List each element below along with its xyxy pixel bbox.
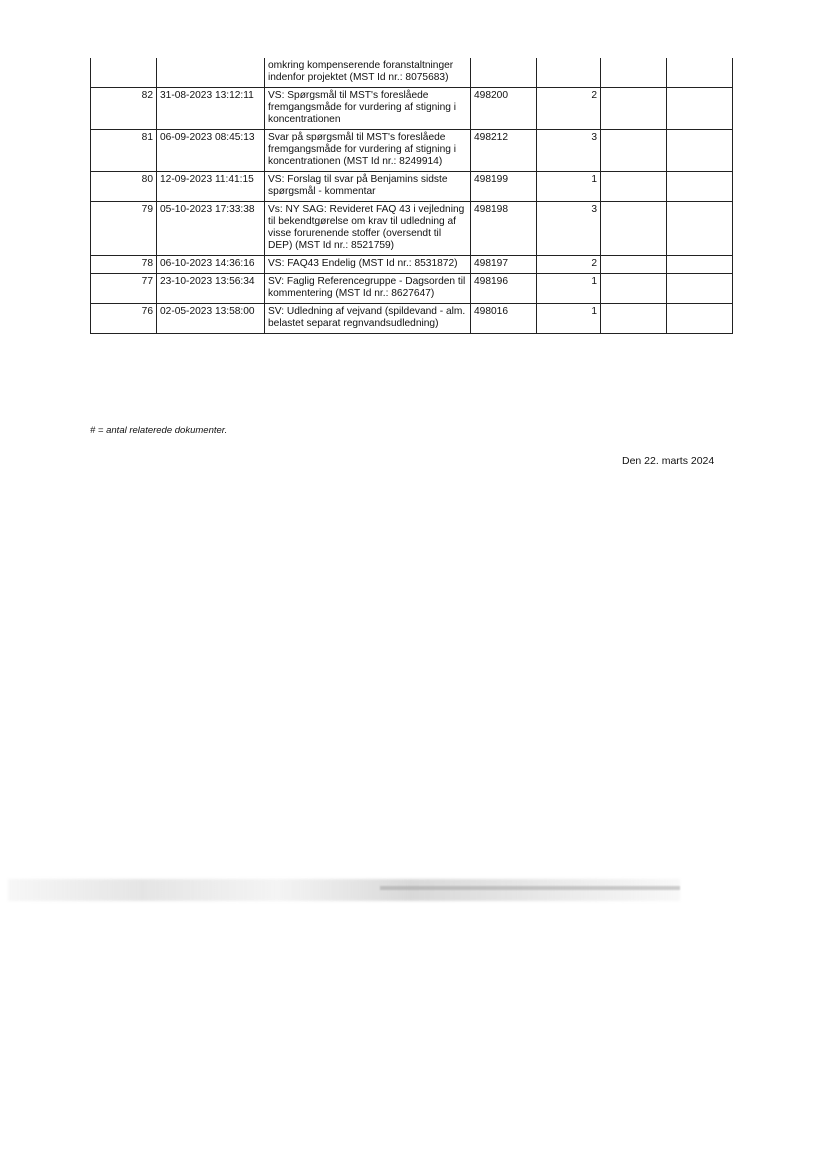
row-number-cell: 76 <box>91 304 157 334</box>
table-row <box>91 274 733 304</box>
date-cell: 06-10-2023 14:36:16 <box>157 256 265 274</box>
empty-cell <box>667 130 733 172</box>
document-table <box>90 58 733 334</box>
title-cell: SV: Udledning af vejvand (spildevand - alm. belastet separat regnvandsudledning) <box>265 304 471 334</box>
related-count-cell: 1 <box>537 274 601 304</box>
title-cell: Svar på spørgsmål til MST's foreslåede fremgangsmåde for vurdering af stigning i koncentrationen (MST Id nr.: 8249914) <box>265 130 471 172</box>
date-cell: 12-09-2023 11:41:15 <box>157 172 265 202</box>
empty-cell <box>601 256 667 274</box>
date-line: Den 22. marts 2024 <box>622 455 715 467</box>
date-cell: 02-05-2023 13:58:00 <box>157 304 265 334</box>
table-row <box>91 130 733 172</box>
table-row <box>91 58 733 88</box>
empty-cell <box>601 130 667 172</box>
empty-cell <box>601 172 667 202</box>
document-id-cell: 498212 <box>471 130 537 172</box>
empty-cell <box>667 274 733 304</box>
title-cell: Vs: NY SAG: Revideret FAQ 43 i vejledning til bekendtgørelse om krav til udledning af visse forurenende stoffer (oversendt til DEP) (MST Id nr.: 8521759) <box>265 202 471 256</box>
related-count-cell: 3 <box>537 202 601 256</box>
document-id-cell: 498199 <box>471 172 537 202</box>
footnote: # = antal relaterede dokumenter. <box>90 425 228 436</box>
document-id-cell: 498196 <box>471 274 537 304</box>
row-number-cell: 80 <box>91 172 157 202</box>
table-body <box>91 58 733 334</box>
empty-cell <box>601 58 667 88</box>
row-number-cell: 77 <box>91 274 157 304</box>
row-number-cell: 78 <box>91 256 157 274</box>
document-id-cell: 498197 <box>471 256 537 274</box>
date-cell: 06-09-2023 08:45:13 <box>157 130 265 172</box>
table-row <box>91 88 733 130</box>
date-cell: 05-10-2023 17:33:38 <box>157 202 265 256</box>
empty-cell <box>667 304 733 334</box>
scan-artifact <box>8 879 680 901</box>
date-cell: 23-10-2023 13:56:34 <box>157 274 265 304</box>
document-id-cell: 498200 <box>471 88 537 130</box>
title-cell: VS: Spørgsmål til MST's foreslåede fremgangsmåde for vurdering af stigning i koncentrationen <box>265 88 471 130</box>
row-number-cell: 81 <box>91 130 157 172</box>
title-cell: SV: Faglig Referencegruppe - Dagsorden til kommentering (MST Id nr.: 8627647) <box>265 274 471 304</box>
title-cell: VS: Forslag til svar på Benjamins sidste spørgsmål - kommentar <box>265 172 471 202</box>
row-number-cell: 79 <box>91 202 157 256</box>
empty-cell <box>601 304 667 334</box>
empty-cell <box>667 172 733 202</box>
document-id-cell: 498198 <box>471 202 537 256</box>
empty-cell <box>601 88 667 130</box>
empty-cell <box>667 58 733 88</box>
title-cell: omkring kompenserende foranstaltninger indenfor projektet (MST Id nr.: 8075683) <box>265 58 471 88</box>
empty-cell <box>601 202 667 256</box>
title-cell: VS: FAQ43 Endelig (MST Id nr.: 8531872) <box>265 256 471 274</box>
related-count-cell <box>537 58 601 88</box>
table-row <box>91 202 733 256</box>
scan-artifact-line <box>380 886 680 890</box>
empty-cell <box>667 256 733 274</box>
table-row <box>91 304 733 334</box>
empty-cell <box>601 274 667 304</box>
document-id-cell: 498016 <box>471 304 537 334</box>
table-row <box>91 172 733 202</box>
related-count-cell: 1 <box>537 172 601 202</box>
row-number-cell: 82 <box>91 88 157 130</box>
document-id-cell <box>471 58 537 88</box>
empty-cell <box>667 202 733 256</box>
row-number-cell <box>91 58 157 88</box>
date-cell <box>157 58 265 88</box>
related-count-cell: 2 <box>537 256 601 274</box>
table-row <box>91 256 733 274</box>
related-count-cell: 2 <box>537 88 601 130</box>
empty-cell <box>667 88 733 130</box>
related-count-cell: 3 <box>537 130 601 172</box>
related-count-cell: 1 <box>537 304 601 334</box>
date-cell: 31-08-2023 13:12:11 <box>157 88 265 130</box>
